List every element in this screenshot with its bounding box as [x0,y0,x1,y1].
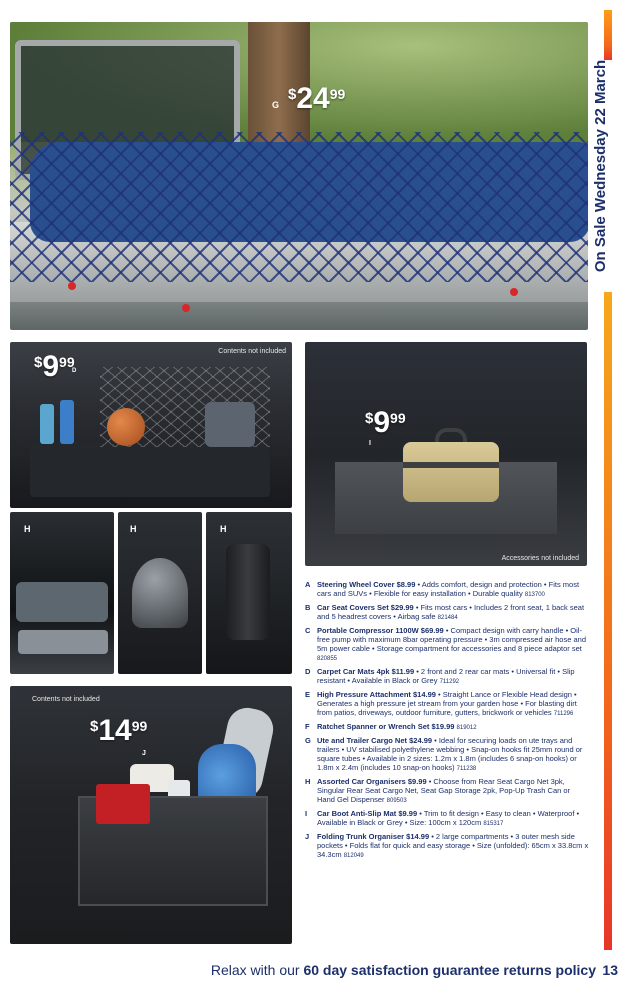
page-number: 13 [602,962,618,978]
sale-date-text: On Sale Wednesday 22 March [592,59,609,273]
product-letter-h: H [130,524,137,534]
product-letter-d: D [72,368,77,374]
item-code: 812049 [343,853,364,859]
item-description: • Straight Lance or Flexible Head design • Generates a high pressure jet stream from your garden hose • For blasting dirt from patios, driveways, outdoor furniture, gutters, brickwork or vehicles [317,690,577,717]
item-title: Ratchet Spanner or Wrench Set $19.99 [317,722,455,731]
list-item [305,580,590,600]
list-item [305,777,590,806]
folding-trunk-organiser-photo [10,686,292,944]
returns-policy-footer [211,962,596,978]
price-tag-trunk-organiser [90,716,147,746]
car-seat [16,582,108,622]
price-dollars: 9 [373,406,391,439]
product-letter-i: I [369,440,371,447]
hand-gel-dispenser-photo [206,512,292,674]
list-item [305,832,590,861]
duffel-bag [403,442,499,502]
gap-storage-tray [18,630,108,654]
cargo-net-mesh [10,132,588,282]
item-description: • Fits most cars • Includes 2 front seat, 1 back seat and 5 headrest covers • Airbag safe [317,603,585,621]
hook-icon [68,282,76,290]
item-code: 820855 [317,656,338,662]
price-dollars: 9 [42,350,60,383]
item-title: Car Seat Covers Set $29.99 [317,603,414,612]
list-item [305,603,590,623]
item-title: Carpet Car Mats 4pk $11.99 [317,667,415,676]
list-item [305,667,590,687]
cargo-net-photo [10,22,588,330]
price-currency: $ [365,410,374,427]
price-currency: $ [34,354,43,371]
item-letter: A [305,580,311,589]
price-tag-cargo-net [288,84,345,114]
list-item [305,626,590,664]
item-letter: F [305,722,310,731]
item-description: • 2 large compartments • 3 outer mesh side pockets • Folds flat for quick and easy storage • Size (unfolded): 65cm x 33.8cm x 34.3cm [317,832,589,859]
spray-bottle [40,404,54,444]
item-title: Ute and Trailer Cargo Net $24.99 [317,736,433,745]
item-description: • Ideal for securing loads on ute trays and trailers • UV stabilised polyethylene webbing • Snap-on hooks fit 25mm round or square tubes • Available in 2 sizes: 1.2m x 1.8m (includes 6 snap-on hooks) or 1.8m x 2.4m (includes 10 snap-on hooks) [317,736,583,772]
trunk-organiser-net-photo [10,342,292,508]
price-cents: 99 [131,718,148,734]
item-description: • 2 front and 2 rear car mats • Universal fit • Slip resistant • Available in Black or Grey [317,667,575,685]
item-title: High Pressure Attachment $14.99 [317,690,436,699]
first-aid-kit [96,784,150,824]
trunk-floor-mat [30,442,270,497]
price-cents: 99 [390,410,406,426]
item-description: • Adds comfort, design and protection • Fits most cars and SUVs • Flexible for easy installation • Durable quality [317,580,580,598]
anti-slip-mat-photo [305,342,587,566]
bag-strap [403,462,499,468]
item-letter: E [305,690,311,699]
spray-bottle [60,400,74,444]
product-letter-g: G [272,100,280,110]
item-code: 711292 [439,679,460,685]
accessories-note: Accessories not included [501,555,579,562]
contents-note: Contents not included [32,696,100,703]
item-letter: C [305,626,311,635]
boots [205,402,255,447]
price-currency: $ [90,718,99,735]
item-code: 711238 [456,766,477,772]
product-letter-h: H [220,524,227,534]
price-tag-anti-slip-mat [365,408,406,438]
list-item [305,809,590,829]
item-code: 813700 [524,592,545,598]
seat-gap-storage-photo [10,512,114,674]
item-description: • Trim to fit design • Easy to clean • Waterproof • Available in Black or Grey • Size: 100cm x 120cm [317,809,580,827]
item-code: 711296 [553,711,574,717]
price-dollars: 24 [296,82,330,115]
footer-text: Relax with our [210,962,304,978]
sale-sidebar [592,0,628,1000]
item-letter: I [305,809,308,818]
footer-bold-text: 60 day satisfaction guarantee returns policy [303,962,596,978]
product-letter-j: J [142,750,146,757]
item-title: Car Boot Anti-Slip Mat $9.99 [317,809,418,818]
trash-can [132,558,188,628]
gel-dispenser [226,544,270,640]
price-tag-car-mats [34,352,75,382]
item-code: 821484 [437,615,458,621]
hook-icon [510,288,518,296]
item-letter: B [305,603,311,612]
item-letter: G [305,736,311,745]
item-title: Assorted Car Organisers $9.99 [317,777,427,786]
item-description: • Compact design with carry handle • Oil-free pump with maximum 8bar operating pressure • 3m compressed air hose and 5m power cable • Storage compartment for accessories and 8 piece adaptor set [317,626,587,653]
price-dollars: 14 [98,714,132,747]
list-item [305,722,590,733]
item-letter: D [305,667,311,676]
pop-up-trash-can-photo [118,512,202,674]
item-title: Steering Wheel Cover $8.99 [317,580,416,589]
sidebar-stripe-bottom [604,292,612,950]
item-description: • Choose from Rear Seat Cargo Net 3pk, Singular Rear Seat Cargo Net, Seat Gap Storage 2pk, Pop-Up Trash Can or Hand Gel Dispenser [317,777,571,804]
basketball [107,408,145,446]
item-title: Folding Trunk Organiser $14.99 [317,832,430,841]
price-currency: $ [288,86,297,103]
list-item [305,736,590,774]
item-code: 809503 [386,798,407,804]
item-title: Portable Compressor 1100W $69.99 [317,626,444,635]
item-letter: J [305,832,310,841]
item-letter: H [305,777,311,786]
price-cents: 99 [59,354,75,370]
price-cents: 99 [329,86,346,102]
product-letter-h: H [24,524,31,534]
list-item [305,690,590,719]
item-code: 819012 [456,725,477,731]
product-list [305,580,590,864]
item-code: 815317 [483,821,504,827]
contents-note: Contents not included [218,348,286,355]
hook-icon [182,304,190,312]
